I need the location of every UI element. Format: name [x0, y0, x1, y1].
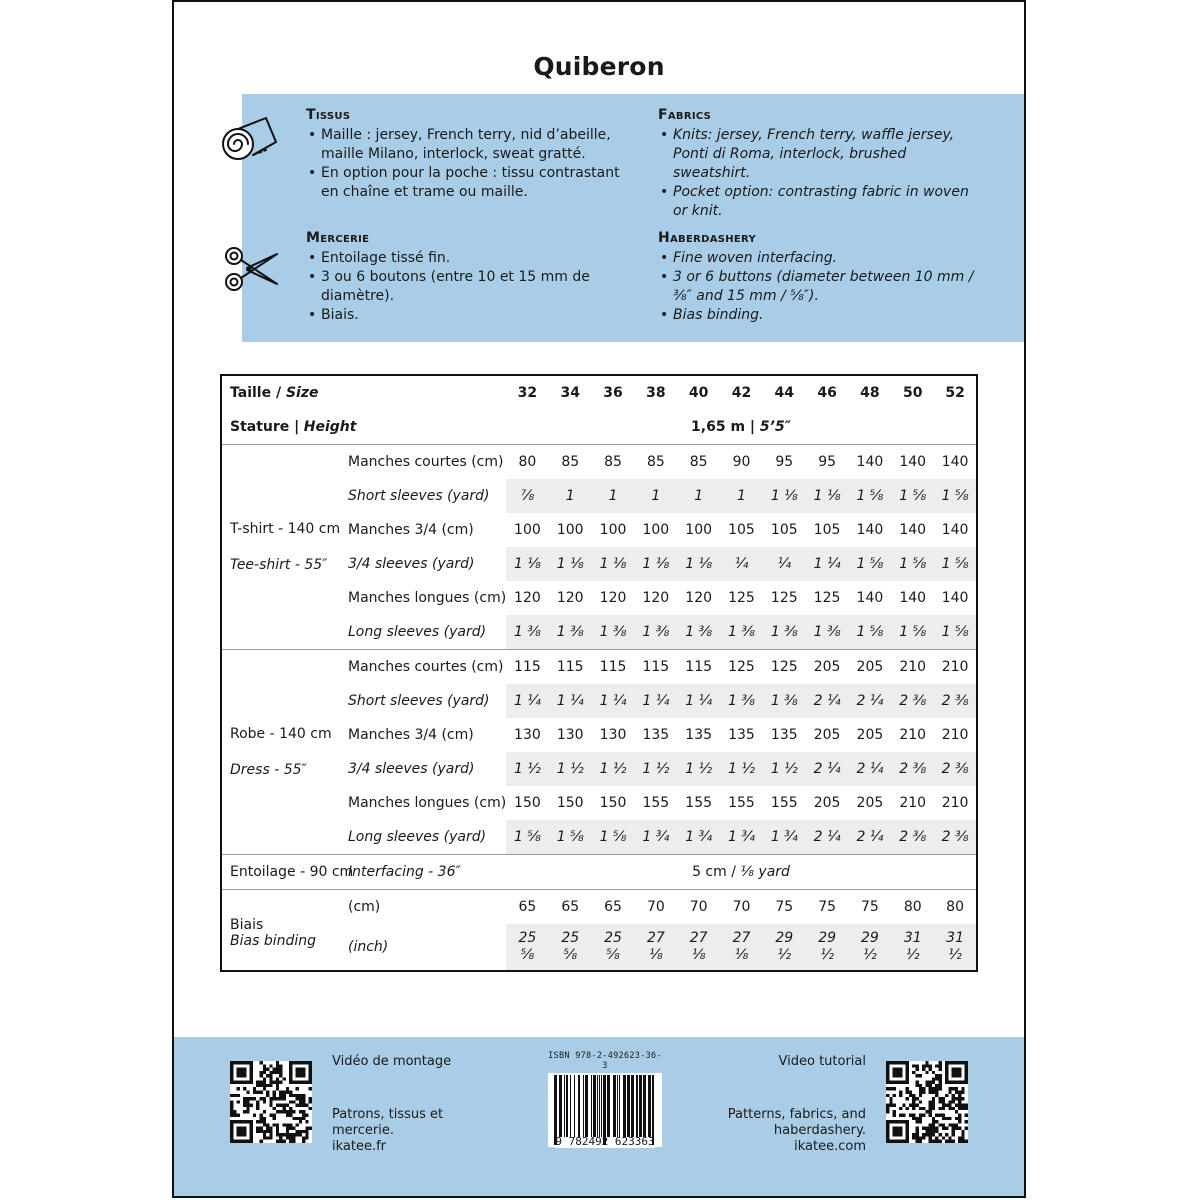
table-cell: 1 ⅛: [763, 479, 806, 513]
table-cell: 1 ⅜: [592, 615, 635, 650]
table-cell: 1 ½: [592, 752, 635, 786]
inch-whole: 31: [946, 930, 964, 946]
table-cell: [592, 924, 635, 971]
table-cell: 1 ¾: [634, 820, 677, 855]
inch-whole: 25: [561, 930, 580, 946]
inch-fraction: ½: [777, 947, 792, 963]
row-label: Manches longues (cm): [348, 590, 507, 606]
stacked-value: [519, 930, 537, 964]
table-cell: 80: [934, 890, 977, 925]
table-cell: 65: [592, 890, 635, 925]
table-cell: 210: [891, 650, 934, 685]
table-cell: 140: [856, 590, 884, 606]
table-cell: 155: [728, 795, 755, 811]
table-cell: [891, 924, 934, 971]
table-cell: 1 ¼: [506, 684, 549, 718]
table-cell: 65: [549, 890, 592, 925]
table-cell: 130: [556, 727, 584, 743]
height-value-en: 5’5″: [759, 419, 791, 435]
inch-fraction: ⅝: [563, 947, 578, 963]
row-label: Long sleeves (yard): [348, 829, 487, 845]
table-cell: 1 ½: [677, 752, 720, 786]
table-cell: 135: [728, 727, 755, 743]
height-row: [221, 410, 977, 445]
size-chart-table: [220, 374, 978, 972]
size-value: 48: [860, 385, 880, 401]
table-cell: 1 ⅜: [677, 615, 720, 650]
inch-fraction: ⅝: [520, 947, 535, 963]
row-label: Short sleeves (yard): [348, 693, 490, 709]
table-cell: 120: [556, 590, 584, 606]
table-cell: 140: [934, 445, 977, 480]
interfacing-value-en: ⅛ yard: [740, 864, 790, 880]
table-cell: 1 ⅝: [891, 547, 934, 581]
barcode-number: 9 782492 623363: [555, 1135, 655, 1148]
table-cell: 140: [941, 522, 969, 538]
table-cell: 70: [634, 890, 677, 925]
table-cell: 105: [770, 522, 798, 538]
table-cell: 1 ⅝: [891, 615, 934, 650]
table-cell: 150: [556, 795, 584, 811]
row-label: Manches courtes (cm): [346, 650, 506, 685]
tshirt-group-label: [221, 445, 346, 650]
requirements-panel: [242, 94, 1026, 342]
interfacing-value: [506, 855, 977, 890]
size-value: 34: [560, 385, 580, 401]
stacked-value: [818, 930, 836, 964]
table-cell: 2 ⅜: [934, 684, 977, 718]
table-cell: 140: [891, 445, 934, 480]
table-cell: 2 ⅜: [891, 752, 934, 786]
table-cell: [763, 924, 806, 971]
table-cell: 80: [891, 890, 934, 925]
table-cell: 1 ⅝: [934, 547, 977, 581]
table-cell: 85: [592, 445, 635, 480]
table-cell: 125: [763, 650, 806, 685]
table-cell: 205: [849, 650, 892, 685]
inch-whole: 25: [518, 930, 537, 946]
table-cell: 1 ⅝: [934, 479, 977, 513]
shop-line: Patterns, fabrics, and: [727, 1107, 866, 1122]
interfacing-label-fr: Entoilage - 90 cm: [221, 855, 346, 890]
list-item: • Entoilage tissé fin.: [306, 249, 636, 268]
height-value-fr: 1,65 m |: [691, 419, 756, 435]
row-label: Manches 3/4 (cm): [348, 522, 474, 538]
table-cell: 125: [728, 590, 755, 606]
table-cell: 125: [813, 590, 841, 606]
height-label-en: Height: [303, 419, 357, 435]
table-cell: 210: [941, 727, 969, 743]
size-value: 38: [646, 385, 666, 401]
height-label-fr: Stature |: [230, 419, 300, 435]
inch-fraction: ½: [948, 947, 962, 963]
table-cell: 80: [506, 445, 549, 480]
table-row: [221, 445, 977, 480]
table-cell: 155: [685, 795, 713, 811]
fabrics-heading-en: Fabrics: [658, 107, 712, 123]
bias-group-label: [221, 890, 346, 972]
stacked-value: [861, 930, 879, 964]
table-cell: 100: [642, 522, 670, 538]
shop-text-fr: [332, 1107, 443, 1155]
table-cell: 125: [770, 590, 798, 606]
table-cell: 210: [934, 650, 977, 685]
table-cell: 1 ⅛: [592, 547, 635, 581]
table-cell: 150: [514, 795, 541, 811]
list-item: • 3 ou 6 boutons (entre 10 et 15 mm de diamètre).: [306, 268, 636, 306]
table-cell: 120: [685, 590, 713, 606]
table-cell: 1 ⅝: [849, 479, 892, 513]
table-row: [221, 650, 977, 685]
table-cell: 1 ⅛: [806, 479, 849, 513]
table-cell: 135: [685, 727, 713, 743]
qr-code-en[interactable]: [886, 1061, 968, 1143]
table-cell: 210: [899, 795, 927, 811]
table-cell: 205: [856, 795, 884, 811]
bias-label-en: Bias binding: [230, 933, 317, 949]
table-cell: 105: [813, 522, 841, 538]
list-item: • Maille : jersey, French terry, nid d’abeille, maille Milano, interlock, sweat gratté.: [306, 126, 632, 164]
table-cell: 1 ¾: [763, 820, 806, 855]
video-label-en: Video tutorial: [778, 1054, 866, 1069]
table-cell: 1: [549, 479, 592, 513]
table-cell: 1 ½: [763, 752, 806, 786]
isbn-text: ISBN 978-2-492623-36-3: [548, 1051, 662, 1071]
table-cell: 120: [514, 590, 541, 606]
table-cell: ¼: [763, 547, 806, 581]
fabrics-heading-fr: Tissus: [306, 107, 351, 123]
scissors-icon: [222, 244, 280, 294]
dress-label-fr: Robe - 140 cm: [230, 726, 332, 742]
size-value: 40: [688, 385, 709, 401]
haberdashery-list-fr: [306, 249, 636, 325]
table-cell: 1 ½: [634, 752, 677, 786]
size-value: 52: [945, 385, 965, 401]
table-cell: 100: [685, 522, 713, 538]
table-cell: 1 ⅝: [506, 820, 549, 855]
table-cell: 120: [642, 590, 670, 606]
interfacing-row: [221, 855, 977, 890]
barcode: [548, 1051, 662, 1151]
inch-whole: 25: [604, 930, 622, 946]
table-cell: 2 ⅜: [934, 752, 977, 786]
table-cell: 140: [899, 522, 927, 538]
table-cell: 90: [720, 445, 763, 480]
table-cell: 2 ¼: [806, 684, 849, 718]
shop-link-en[interactable]: ikatee.com: [794, 1139, 866, 1154]
inch-fraction: ⅝: [606, 947, 620, 963]
table-cell: 1 ¼: [806, 547, 849, 581]
row-label: 3/4 sleeves (yard): [348, 556, 475, 572]
table-cell: 115: [592, 650, 635, 685]
table-cell: 2 ⅜: [891, 684, 934, 718]
table-cell: 1 ¼: [677, 684, 720, 718]
tshirt-label-fr: T-shirt - 140 cm: [230, 521, 341, 537]
size-value: 44: [774, 385, 795, 401]
stacked-value: [647, 930, 665, 964]
table-cell: 1 ⅜: [634, 615, 677, 650]
table-cell: 1 ½: [549, 752, 592, 786]
row-label: Short sleeves (yard): [348, 488, 490, 504]
size-label: [221, 375, 506, 410]
inch-fraction: ½: [820, 947, 834, 963]
table-cell: 135: [770, 727, 798, 743]
row-label: (cm): [346, 890, 506, 925]
table-cell: 115: [549, 650, 592, 685]
size-value: 42: [731, 385, 752, 401]
table-cell: 1: [592, 479, 635, 513]
table-cell: 95: [806, 445, 849, 480]
table-cell: 125: [720, 650, 763, 685]
size-value: 46: [817, 385, 837, 401]
table-cell: 140: [849, 445, 892, 480]
inch-whole: 27: [646, 930, 665, 946]
table-cell: 210: [941, 795, 969, 811]
table-cell: 1 ⅛: [677, 547, 720, 581]
stacked-value: [904, 930, 922, 964]
table-cell: 1 ⅛: [549, 547, 592, 581]
list-item: • Knits: jersey, French terry, waffle jersey, Ponti di Roma, interlock, brushed sweatshirt.: [658, 126, 984, 183]
table-cell: 100: [556, 522, 584, 538]
stacked-value: [946, 930, 964, 964]
table-cell: 1 ⅜: [720, 684, 763, 718]
inch-whole: 27: [689, 930, 708, 946]
row-label: Manches courtes (cm): [346, 445, 506, 480]
table-cell: 1 ⅜: [763, 684, 806, 718]
table-cell: [677, 924, 720, 971]
inch-fraction: ⅛: [734, 947, 749, 963]
table-cell: 155: [642, 795, 670, 811]
size-header-row: [221, 375, 977, 410]
table-cell: [849, 924, 892, 971]
qr-code-fr[interactable]: [230, 1061, 312, 1143]
table-cell: 205: [813, 727, 841, 743]
table-cell: 115: [634, 650, 677, 685]
table-cell: 95: [763, 445, 806, 480]
inch-whole: 31: [903, 930, 922, 946]
table-cell: [806, 924, 849, 971]
table-cell: 205: [856, 727, 884, 743]
table-cell: 1 ¼: [592, 684, 635, 718]
table-cell: 2 ¼: [806, 820, 849, 855]
table-cell: 85: [677, 445, 720, 480]
interfacing-label-en: Interfacing - 36″: [346, 855, 506, 890]
fabrics-list-en: [658, 126, 984, 221]
table-cell: 2 ⅜: [934, 820, 977, 855]
table-cell: [634, 924, 677, 971]
stacked-value: [604, 930, 622, 964]
table-cell: 1 ⅝: [849, 615, 892, 650]
table-cell: 1 ⅝: [549, 820, 592, 855]
table-cell: 150: [599, 795, 627, 811]
inch-fraction: ½: [905, 947, 920, 963]
table-cell: 75: [806, 890, 849, 925]
table-cell: 130: [599, 727, 627, 743]
pattern-back-cover: [172, 0, 1026, 1198]
shop-link-fr[interactable]: ikatee.fr: [332, 1139, 387, 1154]
table-cell: 1 ⅝: [849, 547, 892, 581]
shop-text-en: [728, 1107, 866, 1155]
table-cell: 1 ⅜: [763, 615, 806, 650]
table-cell: 100: [514, 522, 541, 538]
haberdashery-heading-en: Haberdashery: [658, 230, 757, 246]
table-cell: 100: [599, 522, 627, 538]
list-item: • Pocket option: contrasting fabric in woven or knit.: [658, 183, 984, 221]
table-cell: 1 ¾: [677, 820, 720, 855]
table-cell: 210: [899, 727, 927, 743]
table-cell: 205: [806, 650, 849, 685]
inch-whole: 29: [818, 930, 837, 946]
table-cell: [549, 924, 592, 971]
height-value: [506, 410, 977, 445]
stacked-value: [775, 930, 793, 964]
size-value: 50: [902, 385, 923, 401]
list-item: • Bias binding.: [658, 306, 984, 325]
list-item: • 3 or 6 buttons (diameter between 10 mm / ⅜″ and 15 mm / ⅝″).: [658, 268, 984, 306]
bias-cm-row: [221, 890, 977, 925]
video-label-fr: Vidéo de montage: [332, 1054, 452, 1069]
table-cell: 1 ⅝: [592, 820, 635, 855]
tshirt-label-en: Tee-shirt - 55″: [230, 557, 328, 573]
haberdashery-heading-fr: Mercerie: [306, 230, 370, 246]
fabrics-list-fr: [306, 126, 632, 202]
dress-group-label: [221, 650, 346, 855]
table-cell: 140: [941, 590, 969, 606]
table-cell: 85: [634, 445, 677, 480]
table-cell: 1: [634, 479, 677, 513]
table-cell: 135: [642, 727, 670, 743]
table-cell: 1 ¾: [720, 820, 763, 855]
table-cell: 1 ⅝: [891, 479, 934, 513]
stacked-value: [733, 930, 751, 964]
size-label-en: Size: [285, 385, 319, 401]
table-cell: ¼: [720, 547, 763, 581]
table-cell: ⅞: [506, 479, 549, 513]
table-cell: 1 ⅛: [506, 547, 549, 581]
table-cell: [720, 924, 763, 971]
table-cell: 75: [849, 890, 892, 925]
inch-whole: 29: [775, 930, 794, 946]
table-cell: 1 ⅛: [634, 547, 677, 581]
shop-line: mercerie.: [332, 1123, 394, 1138]
size-value: 36: [603, 385, 623, 401]
table-cell: 115: [506, 650, 549, 685]
table-cell: 1: [720, 479, 763, 513]
size-label-fr: Taille /: [230, 385, 282, 401]
table-cell: 75: [763, 890, 806, 925]
table-cell: 70: [720, 890, 763, 925]
row-label: Manches longues (cm): [348, 795, 507, 811]
table-cell: 70: [677, 890, 720, 925]
row-label: (inch): [348, 939, 389, 955]
shop-line: Patrons, tissus et: [332, 1107, 444, 1122]
table-cell: 1 ½: [506, 752, 549, 786]
table-cell: 1: [677, 479, 720, 513]
table-cell: 155: [770, 795, 798, 811]
footer-band: [174, 1037, 1024, 1198]
table-cell: [934, 924, 977, 971]
list-item: • Biais.: [306, 306, 636, 325]
table-cell: 1 ½: [720, 752, 763, 786]
table-cell: 205: [813, 795, 841, 811]
table-cell: 105: [728, 522, 755, 538]
list-item: • Fine woven interfacing.: [658, 249, 984, 268]
page-title: Quiberon: [533, 52, 665, 81]
table-cell: 1 ⅜: [549, 615, 592, 650]
table-cell: 85: [549, 445, 592, 480]
fabric-roll-icon: [220, 112, 280, 168]
stacked-value: [690, 930, 708, 964]
haberdashery-list-en: [658, 249, 984, 325]
row-label: Manches 3/4 (cm): [348, 727, 474, 743]
table-cell: 2 ¼: [849, 820, 892, 855]
table-cell: 120: [599, 590, 627, 606]
inch-whole: 27: [732, 930, 751, 946]
table-cell: 1 ⅝: [934, 615, 977, 650]
table-cell: 1 ⅜: [506, 615, 549, 650]
table-cell: 1 ¼: [549, 684, 592, 718]
interfacing-value-fr: 5 cm /: [692, 864, 736, 880]
table-cell: 2 ¼: [806, 752, 849, 786]
table-cell: 140: [856, 522, 884, 538]
inch-whole: 29: [861, 930, 879, 946]
table-cell: 1 ¼: [634, 684, 677, 718]
row-label: 3/4 sleeves (yard): [348, 761, 475, 777]
list-item: • En option pour la poche : tissu contrastant en chaîne et trame ou maille.: [306, 164, 632, 202]
height-label: [221, 410, 506, 445]
inch-fraction: ½: [863, 947, 877, 963]
size-value: 32: [517, 385, 538, 401]
table-cell: 65: [506, 890, 549, 925]
row-label: Long sleeves (yard): [348, 624, 487, 640]
inch-fraction: ⅛: [691, 947, 706, 963]
inch-fraction: ⅛: [649, 947, 663, 963]
table-cell: 2 ⅜: [891, 820, 934, 855]
dress-label-en: Dress - 55″: [230, 762, 307, 778]
table-cell: 115: [677, 650, 720, 685]
table-cell: 140: [899, 590, 927, 606]
table-cell: 130: [514, 727, 541, 743]
stacked-value: [561, 930, 579, 964]
bias-label-fr: Biais: [230, 917, 264, 933]
table-cell: [506, 924, 549, 971]
table-cell: 2 ¼: [849, 684, 892, 718]
table-cell: 1 ⅜: [720, 615, 763, 650]
shop-line: haberdashery.: [773, 1123, 866, 1138]
table-cell: 2 ¼: [849, 752, 892, 786]
table-cell: 1 ⅜: [806, 615, 849, 650]
